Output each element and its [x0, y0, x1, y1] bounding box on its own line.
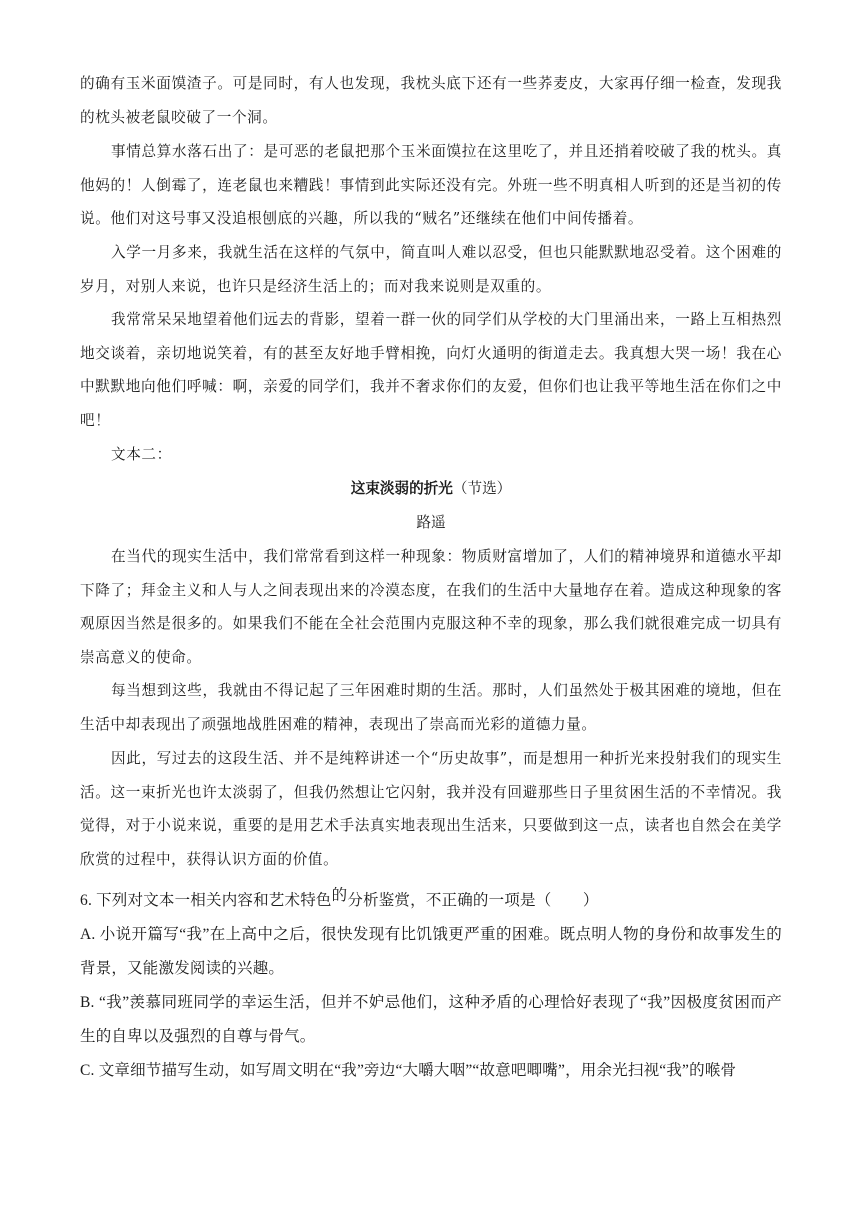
article-title	[80, 472, 782, 505]
article-title-text: 这束淡弱的折光	[350, 480, 453, 497]
question-6-stem	[80, 884, 782, 918]
question-stem-part-2: 分析鉴赏，不正确的一项是（ ）	[347, 892, 599, 909]
text2-paragraph-3: 因此，写过去的这段生活、并不是纯粹讲述一个“历史故事”，而是想用一种折光来投射我们的现实生活。这一束折光也许太淡弱了，但我仍然想让它闪射，我并没有回避那些日子里贫困生活的不幸情况。我觉得，对于小说来说，重要的是用艺术手法真实地表现出生活来，只要做到这一点，读者也自然会在美学欣赏的过程中，获得认识方面的价值。	[80, 750, 782, 868]
article-author: 路遥	[416, 514, 446, 531]
text2-paragraph-2: 每当想到这些，我就由不得记起了三年困难时期的生活。那时，人们虽然处于极其困难的境地，但在生活中却表现出了顽强地战胜困难的精神，表现出了崇高而光彩的道德力量。	[80, 682, 782, 733]
text1-paragraph-2: 事情总算水落石出了：是可恶的老鼠把那个玉米面馍拉在这里吃了，并且还捎着咬破了我的枕头。真他妈的！人倒霉了，连老鼠也来糟践！事情到此实际还没有完。外班一些不明真相人听到的还是当初的传说。他们对这号事又没追根刨底的兴趣，所以我的“贼名”还继续在他们中间传播着。	[80, 143, 782, 227]
text2-label: 文本二：	[111, 446, 172, 463]
article-title-note: （节选）	[452, 480, 512, 497]
text1-paragraph-1: 的确有玉米面馍渣子。可是同时，有人也发现，我枕头底下还有一些荞麦皮，大家再仔细一检查，发现我的枕头被老鼠咬破了一个洞。	[80, 75, 782, 126]
text1-paragraph-3: 入学一月多来，我就生活在这样的气氛中，简直叫人难以忍受，但也只能默默地忍受着。这个困难的岁月，对别人来说，也许只是经济生活上的；而对我来说则是双重的。	[80, 244, 782, 295]
question-stem-raised-char: 的	[331, 887, 348, 904]
option-a: A. 小说开篇写“我”在上高中之后，很快发现有比饥饿更严重的困难。既点明人物的身份和故事发生的背景，又能激发阅读的兴趣。	[80, 926, 782, 977]
option-b: B. “我”羡慕同班同学的幸运生活，但并不妒忌他们，这种矛盾的心理恰好表现了“我”因极度贫困而产生的自卑以及强烈的自尊与骨气。	[80, 994, 782, 1045]
text2-paragraph-1: 在当代的现实生活中，我们常常看到这样一种现象：物质财富增加了，人们的精神境界和道德水平却下降了；拜金主义和人与人之间表现出来的冷漠态度，在我们的生活中大量地存在着。造成这种现象的客观原因当然是很多的。如果我们不能在全社会范围内克服这种不幸的现象，那么我们就很难完成一切具有崇高意义的使命。	[80, 548, 782, 666]
question-stem-part-1: 6. 下列对文本一相关内容和艺术特色	[80, 892, 332, 909]
option-c: C. 文章细节描写生动，如写周文明在“我”旁边“大嚼大咽”“故意吧唧嘴”，用余光扫视“我”的喉骨	[80, 1062, 737, 1079]
text1-paragraph-4: 我常常呆呆地望着他们远去的背影，望着一群一伙的同学们从学校的大门里涌出来，一路上互相热烈地交谈着，亲切地说笑着，有的甚至友好地手臂相挽，向灯火通明的街道走去。我真想大哭一场！我在心中默默地向他们呼喊：啊，亲爱的同学们，我并不奢求你们的友爱，但你们也让我平等地生活在你们之中吧！	[80, 311, 782, 429]
